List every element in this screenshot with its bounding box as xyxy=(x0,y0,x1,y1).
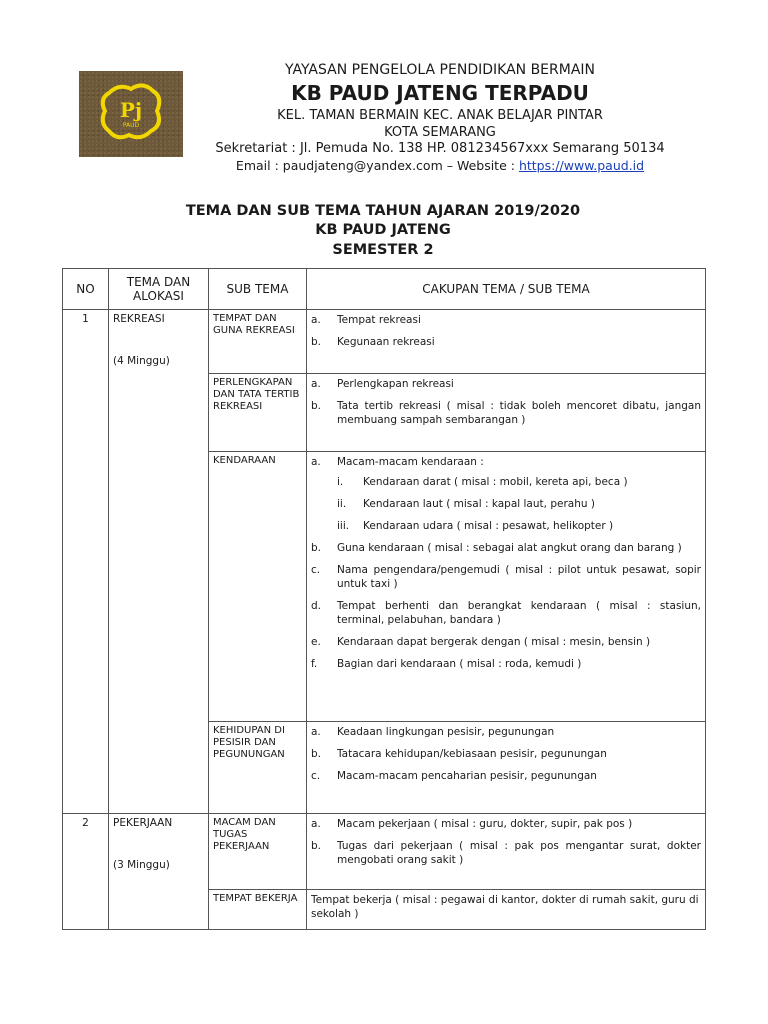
foundation-name: YAYASAN PENGELOLA PENDIDIKAN BERMAIN xyxy=(284,62,596,78)
header-sub: SUB TEMA xyxy=(209,269,307,310)
list-item xyxy=(311,541,701,555)
list-item xyxy=(311,399,701,427)
scope-text: Tempat bekerja ( misal : pegawai di kantor, dokter di rumah sakit, guru di sekolah ) xyxy=(311,894,699,920)
table-row xyxy=(63,310,706,374)
table-header-row xyxy=(63,269,706,310)
foundation-logo xyxy=(79,71,183,157)
secretariat-line: Sekretariat : Jl. Pemuda No. 138 HP. 081234567xxx Semarang 50134 xyxy=(215,141,665,156)
list-item xyxy=(311,313,701,327)
list-item xyxy=(311,657,701,671)
email-text: Email : paudjateng@yandex.com – Website : xyxy=(235,158,519,173)
list-marker: b. xyxy=(311,840,322,852)
sub-list-item xyxy=(337,519,701,533)
scope-list xyxy=(311,817,701,867)
sub-list-text: Kendaraan udara ( misal : pesawat, helikopter ) xyxy=(363,520,614,532)
list-item xyxy=(311,839,701,867)
theme-table xyxy=(62,268,706,930)
list-marker: a. xyxy=(311,726,321,738)
sub-list-marker: ii. xyxy=(337,498,347,510)
website-link[interactable]: https://www.paud.id xyxy=(518,158,645,173)
list-item xyxy=(311,455,701,533)
list-text: Tempat berhenti dan berangkat kendaraan ( misal : stasiun, terminal, pelabuhan, bandara ) xyxy=(337,600,701,626)
scope-list xyxy=(311,725,701,783)
row-number: 1 xyxy=(63,310,109,814)
table-row xyxy=(63,814,706,890)
sub-list-item xyxy=(337,497,701,511)
list-text: Tugas dari pekerjaan ( misal : pak pos mengantar surat, dokter mengobati orang sakit ) xyxy=(337,840,701,866)
sub-list-text: Kendaraan laut ( misal : kapal laut, perahu ) xyxy=(363,498,595,510)
subtheme-cell: PERLENGKAPAN DAN TATA TERTIB REKREASI xyxy=(209,374,307,452)
city-line: KOTA SEMARANG xyxy=(384,125,496,140)
subtheme-cell: TEMPAT DAN GUNA REKREASI xyxy=(209,310,307,374)
list-text: Kegunaan rekreasi xyxy=(337,336,435,348)
list-text: Kendaraan dapat bergerak dengan ( misal : mesin, bensin ) xyxy=(337,636,651,648)
pj-logo-icon xyxy=(79,71,183,157)
doc-semester: SEMESTER 2 xyxy=(332,242,434,258)
list-text: Bagian dari kendaraan ( misal : roda, kemudi ) xyxy=(337,658,582,670)
list-text: Tempat rekreasi xyxy=(337,314,421,326)
subtheme-cell: KENDARAAN xyxy=(209,452,307,722)
list-text: Keadaan lingkungan pesisir, pegunungan xyxy=(337,726,555,738)
list-text: Macam pekerjaan ( misal : guru, dokter, supir, pak pos ) xyxy=(337,818,633,830)
sub-list-item xyxy=(337,475,701,489)
list-marker: a. xyxy=(311,314,321,326)
list-text: Tatacara kehidupan/kebiasaan pesisir, pegunungan xyxy=(337,748,607,760)
list-marker: c. xyxy=(311,770,321,782)
theme-cell xyxy=(109,814,209,930)
row-number: 2 xyxy=(63,814,109,930)
logo-caption: PAUD xyxy=(122,122,140,129)
sub-list-marker: iii. xyxy=(337,520,350,532)
scope-cell xyxy=(307,452,706,722)
list-marker: c. xyxy=(311,564,321,576)
list-marker: e. xyxy=(311,636,321,648)
header-no: NO xyxy=(63,269,109,310)
theme-name: PEKERJAAN xyxy=(113,817,173,829)
list-marker: b. xyxy=(311,336,322,348)
list-text: Perlengkapan rekreasi xyxy=(337,378,454,390)
list-text: Nama pengendara/pengemudi ( misal : pilot untuk pesawat, sopir untuk taxi ) xyxy=(337,564,701,590)
scope-cell xyxy=(307,722,706,814)
list-text: Macam-macam pencaharian pesisir, pegunungan xyxy=(337,770,597,782)
scope-cell xyxy=(307,814,706,890)
scope-list xyxy=(311,455,701,671)
header-tema: TEMA DAN ALOKASI xyxy=(109,269,209,310)
table-body xyxy=(63,310,706,930)
sub-list xyxy=(337,475,701,533)
sub-list-text: Kendaraan darat ( misal : mobil, kereta api, beca ) xyxy=(363,476,628,488)
scope-list xyxy=(311,313,701,349)
list-item xyxy=(311,769,701,783)
header-cakupan: CAKUPAN TEMA / SUB TEMA xyxy=(307,269,706,310)
list-marker: b. xyxy=(311,400,322,412)
school-name: KB PAUD JATENG TERPADU xyxy=(291,81,589,105)
list-marker: d. xyxy=(311,600,322,612)
logo-initials: Pj xyxy=(119,98,143,122)
list-marker: b. xyxy=(311,748,322,760)
list-item xyxy=(311,635,701,649)
subtheme-cell: TEMPAT BEKERJA xyxy=(209,890,307,930)
list-item xyxy=(311,817,701,831)
scope-list xyxy=(311,377,701,427)
list-item xyxy=(311,747,701,761)
subtheme-cell: MACAM DAN TUGAS PEKERJAAN xyxy=(209,814,307,890)
scope-cell xyxy=(307,310,706,374)
list-item xyxy=(311,563,701,591)
list-marker: a. xyxy=(311,378,321,390)
theme-allocation: (3 Minggu) xyxy=(113,859,170,871)
doc-title: TEMA DAN SUB TEMA TAHUN AJARAN 2019/2020 xyxy=(185,203,581,219)
list-marker: f. xyxy=(311,658,318,670)
theme-cell xyxy=(109,310,209,814)
list-item xyxy=(311,335,701,349)
list-marker: b. xyxy=(311,542,322,554)
theme-name: REKREASI xyxy=(113,313,165,325)
doc-subtitle: KB PAUD JATENG xyxy=(315,222,451,238)
list-text: Tata tertib rekreasi ( misal : tidak boleh mencoret dibatu, jangan membuang sampah sembarangan ) xyxy=(337,400,701,426)
list-marker: a. xyxy=(311,818,321,830)
list-marker: a. xyxy=(311,456,321,468)
theme-allocation: (4 Minggu) xyxy=(113,355,170,367)
list-item xyxy=(311,599,701,627)
sub-list-marker: i. xyxy=(337,476,344,488)
list-text: Macam-macam kendaraan : xyxy=(337,456,484,468)
scope-cell xyxy=(307,374,706,452)
subtheme-cell: KEHIDUPAN DI PESISIR DAN PEGUNUNGAN xyxy=(209,722,307,814)
list-item xyxy=(311,725,701,739)
scope-cell xyxy=(307,890,706,930)
contact-line xyxy=(200,158,680,173)
list-item xyxy=(311,377,701,391)
list-text: Guna kendaraan ( misal : sebagai alat angkut orang dan barang ) xyxy=(337,542,682,554)
address-line: KEL. TAMAN BERMAIN KEC. ANAK BELAJAR PINTAR xyxy=(277,108,603,123)
